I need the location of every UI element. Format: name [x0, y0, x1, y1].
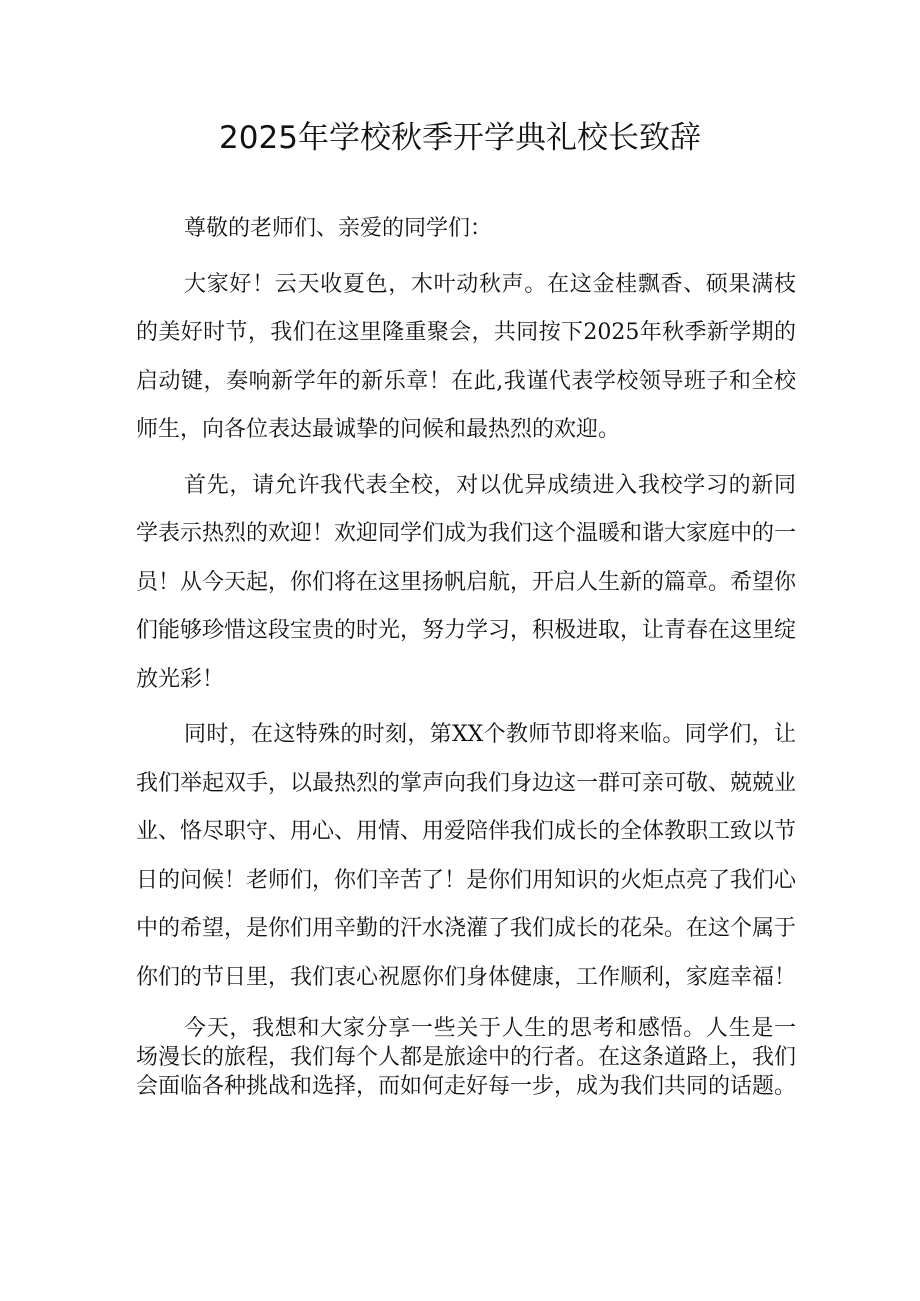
page-title: 2025年学校秋季开学典礼校长致辞 — [219, 120, 701, 156]
paragraph-3: 同时，在这特殊的时刻，第XX个教师节即将来临。同学们，让我们举起双手，以最热烈的掌声向我们身边这一群可亲可敬、兢兢业业、恪尽职守、用心、用情、用爱陪伴我们成长的全体教职工致以节日的问候！老师们，你们辛苦了！是你们用知识的火炬点亮了我们心中的希望，是你们用辛勤的汗水浇灌了我们成长的花朵。在这个属于你们的节日里，我们衷心祝愿你们身体健康，工作顺利，家庭幸福！ — [136, 722, 797, 990]
paragraph-1: 大家好！云天收夏色，木叶动秋声。在这金桂飘香、硕果满枝的美好时节，我们在这里隆重聚会，共同按下2025年秋季新学期的启动键，奏响新学年的新乐章！在此,我谨代表学校领导班子和全校师生，向各位表达最诚挚的问候和最热烈的欢迎。 — [136, 271, 796, 442]
speech-body — [136, 205, 796, 1101]
paragraph-2: 首先，请允许我代表全校，对以优异成绩进入我校学习的新同学表示热烈的欢迎！欢迎同学们成为我们这个温暖和谐大家庭中的一员！从今天起，你们将在这里扬帆启航，开启人生新的篇章。希望你们能够珍惜这段宝贵的时光，努力学习，积极进取，让青春在这里绽放光彩！ — [136, 472, 797, 692]
salutation: 尊敬的老师们、亲爱的同学们： — [184, 216, 493, 241]
paragraph-4: 今天，我想和大家分享一些关于人生的思考和感悟。人生是一场漫长的旅程，我们每个人都是旅途中的行者。在这条道路上，我们会面临各种挑战和选择，而如何走好每一步，成为我们共同的话题。 — [136, 1016, 797, 1099]
